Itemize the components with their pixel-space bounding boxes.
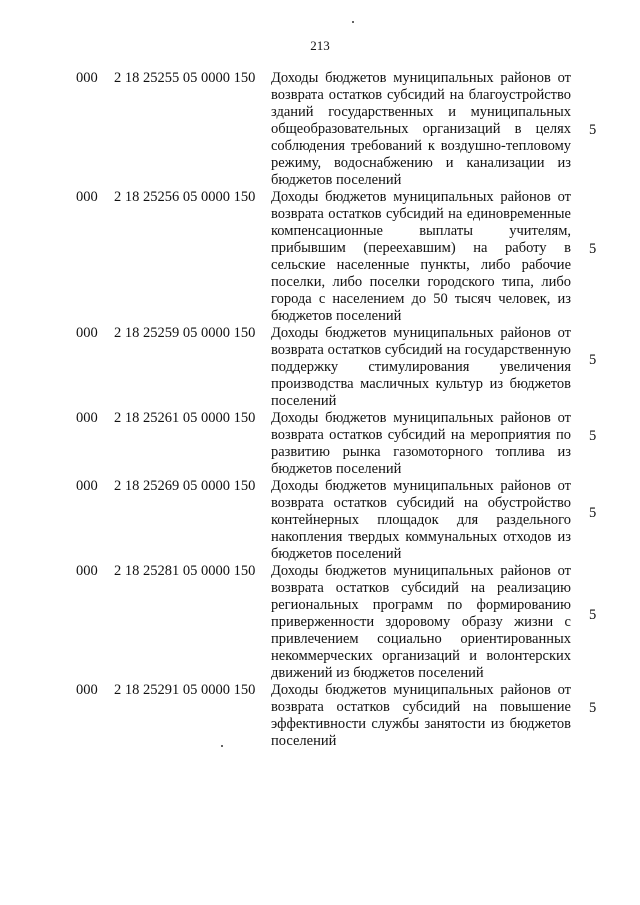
- admin-code: 000: [76, 563, 98, 579]
- amount-value: 5: [589, 700, 597, 716]
- classification-code: 2 18 25259 05 0000 150: [114, 325, 256, 341]
- admin-code: 000: [76, 189, 98, 205]
- table-row: [0, 563, 640, 682]
- table-row: [0, 682, 640, 750]
- scan-speck: [221, 745, 223, 747]
- income-description: Доходы бюджетов муниципальных районов от возврата остатков субсидий на повышение эффективности службы занятости из бюджетов поселений: [271, 682, 571, 749]
- income-description: Доходы бюджетов муниципальных районов от возврата остатков субсидий на благоустройство зданий государственных и муниципальных общеобразовательных организаций в целях соблюдения требований к воздушно-тепловому режиму, водоснабжению и канализации из бюджетов поселений: [271, 70, 571, 188]
- classification-code: 2 18 25291 05 0000 150: [114, 682, 256, 698]
- table-row: [0, 70, 640, 189]
- classification-code: 2 18 25261 05 0000 150: [114, 410, 256, 426]
- amount-value: 5: [589, 122, 597, 138]
- income-description: Доходы бюджетов муниципальных районов от возврата остатков субсидий на реализацию региональных программ по формированию приверженности здоровому образу жизни с привлечением социально ориентированных некоммерческих организаций и волонтерских движений из бюджетов поселений: [271, 563, 571, 681]
- admin-code: 000: [76, 682, 98, 698]
- classification-code: 2 18 25256 05 0000 150: [114, 189, 256, 205]
- income-description: Доходы бюджетов муниципальных районов от возврата остатков субсидий на единовременные компенсационные выплаты учителям, прибывшим (переехавшим) на работу в сельские населенные пункты, либо рабочие поселки, либо поселки городского типа, либо города с населением до 50 тысяч человек, из бюджетов поселений: [271, 189, 571, 324]
- admin-code: 000: [76, 478, 98, 494]
- admin-code: 000: [76, 325, 98, 341]
- admin-code: 000: [76, 410, 98, 426]
- classification-code: 2 18 25255 05 0000 150: [114, 70, 256, 86]
- admin-code: 000: [76, 70, 98, 86]
- amount-value: 5: [589, 241, 597, 257]
- amount-value: 5: [589, 505, 597, 521]
- table-row: [0, 189, 640, 325]
- amount-value: 5: [589, 352, 597, 368]
- page-number: 213: [310, 38, 330, 53]
- scan-speck: [352, 21, 354, 23]
- classification-code: 2 18 25269 05 0000 150: [114, 478, 256, 494]
- amount-value: 5: [589, 428, 597, 444]
- table-row: [0, 410, 640, 478]
- table-row: [0, 325, 640, 410]
- income-description: Доходы бюджетов муниципальных районов от возврата остатков субсидий на государственную поддержку стимулирования увеличения производства масличных культур из бюджетов поселений: [271, 325, 571, 409]
- income-description: Доходы бюджетов муниципальных районов от возврата остатков субсидий на мероприятия по развитию рынка газомоторного топлива из бюджетов поселений: [271, 410, 571, 477]
- budget-code-table: [0, 70, 640, 750]
- income-description: Доходы бюджетов муниципальных районов от возврата остатков субсидий на обустройство контейнерных площадок для раздельного накопления твердых коммунальных отходов из бюджетов поселений: [271, 478, 571, 562]
- amount-value: 5: [589, 607, 597, 623]
- classification-code: 2 18 25281 05 0000 150: [114, 563, 256, 579]
- table-row: [0, 478, 640, 563]
